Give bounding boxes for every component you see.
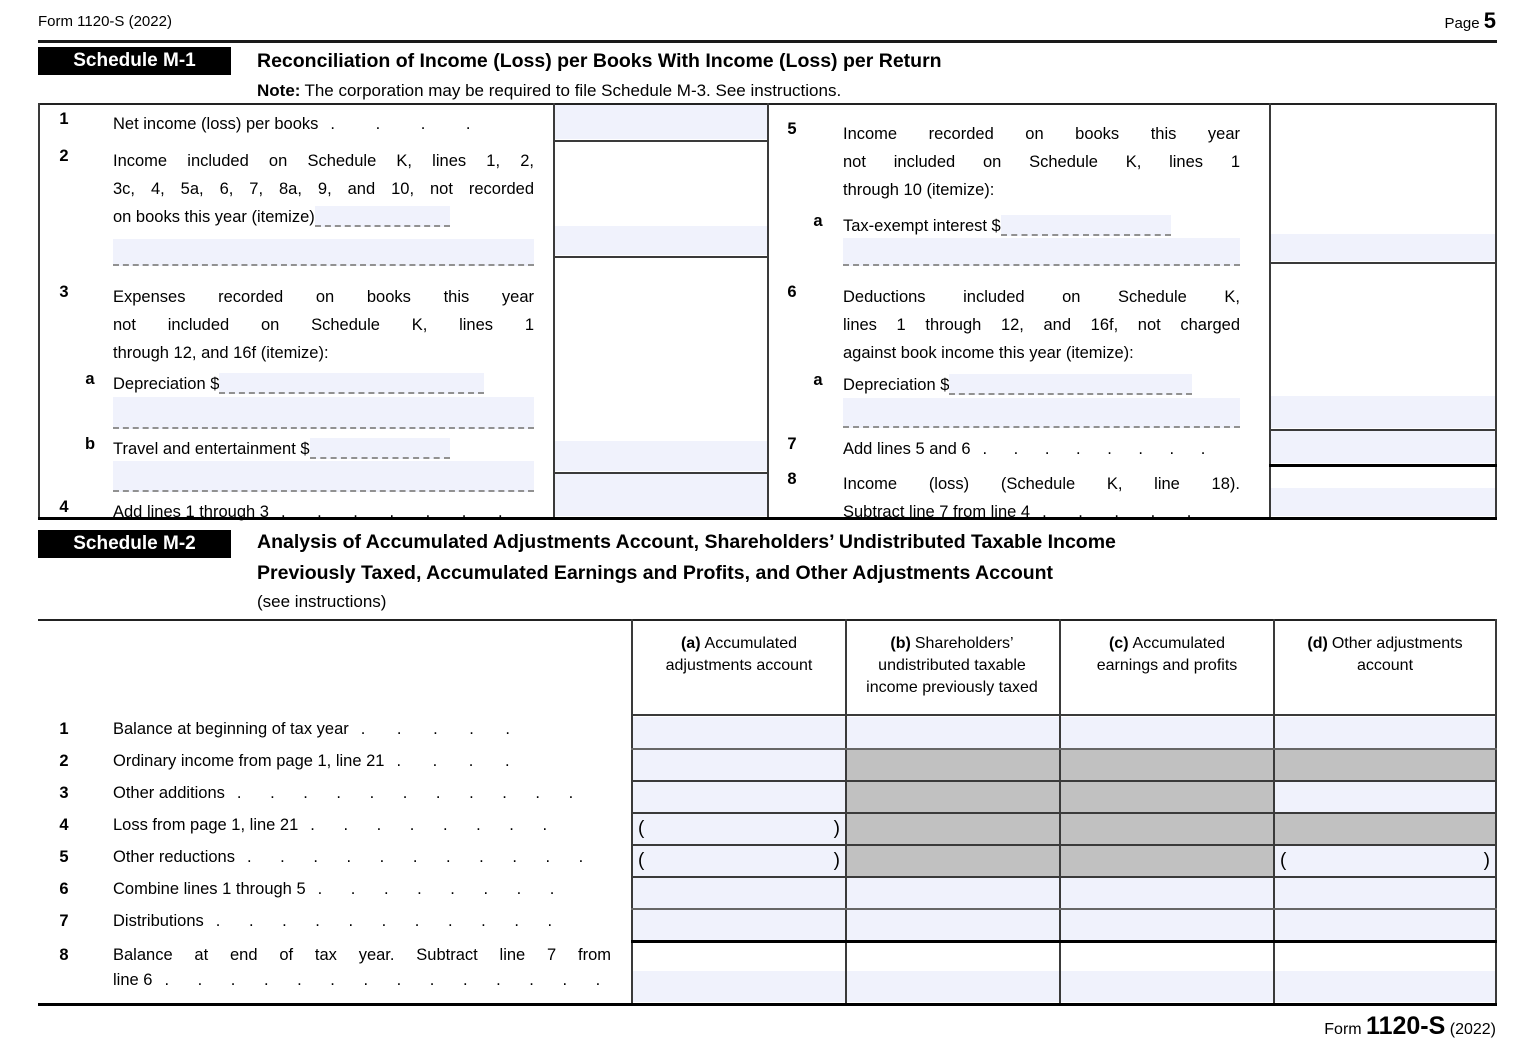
m2-row7-rule bbox=[631, 940, 1497, 943]
m2-cell-r2d bbox=[1275, 750, 1495, 780]
m1-line7-label: Add lines 5 and 6 . . . . . . . . bbox=[843, 440, 1206, 458]
dot-leader: . . . . bbox=[396, 752, 510, 770]
m1-line5-amount-field[interactable] bbox=[1271, 234, 1495, 261]
dot-leader: . . . . . . . . . . . bbox=[246, 848, 584, 866]
m2-row4-num: 4 bbox=[59, 816, 69, 834]
dot-leader: . . . . . . . . bbox=[982, 440, 1206, 458]
m2-header-rule bbox=[631, 714, 1497, 716]
m1-left-border bbox=[38, 103, 40, 519]
page-indicator bbox=[1445, 8, 1496, 34]
page-number: 5 bbox=[1483, 8, 1496, 33]
m1-line5-label: Income recorded on books this year not included on Schedule K, lines 1 through 10 (itemize): bbox=[843, 125, 1240, 199]
dot-leader: . . . . . bbox=[1042, 503, 1192, 521]
schedule-m1-title: Reconciliation of Income (Loss) per Books With Income (Loss) per Return bbox=[257, 50, 942, 72]
m2-cell-r7a[interactable] bbox=[633, 910, 845, 940]
m2-row3-label: Other additions . . . . . . . . . . . bbox=[113, 784, 574, 802]
schedule-m2-subtitle: (see instructions) bbox=[257, 592, 387, 611]
m2-top-rule bbox=[38, 619, 1497, 621]
m2-cell-r3b bbox=[847, 782, 1059, 812]
m2-cell-r8d[interactable] bbox=[1275, 971, 1495, 1002]
m2-row8-label: Balance at end of tax year. Subtract line 7 from line 6 . . . . . . . . . . . . . . bbox=[113, 946, 611, 989]
m2-row6-num: 6 bbox=[59, 880, 69, 898]
m1-line6a-label: Depreciation $ bbox=[843, 371, 1240, 399]
m2-cell-r7b[interactable] bbox=[847, 910, 1059, 940]
schedule-m2-title-line1: Analysis of Accumulated Adjustments Account, Shareholders’ Undistributed Taxable Income bbox=[257, 531, 1116, 553]
m2-row7-num: 7 bbox=[59, 912, 69, 930]
m1-line1-rule bbox=[553, 140, 769, 142]
m2-cell-r4b bbox=[847, 814, 1059, 844]
m2-cell-r6a[interactable] bbox=[633, 878, 845, 908]
m2-cell-r4a[interactable] bbox=[633, 814, 845, 844]
m1-line5a-label: Tax-exempt interest $ bbox=[843, 212, 1240, 240]
m1-line6-amount-field[interactable] bbox=[1271, 396, 1495, 428]
dot-leader: . . . . bbox=[330, 115, 471, 133]
m2-cell-r3d[interactable] bbox=[1275, 782, 1495, 812]
m1-line7-rule bbox=[1269, 464, 1497, 467]
m2-col-a-header: (a) Accumulated adjustments account bbox=[665, 635, 813, 674]
m2-bottom-rule bbox=[38, 1003, 1497, 1006]
m2-row8-num: 8 bbox=[59, 946, 69, 964]
header-rule bbox=[38, 40, 1497, 43]
m2-cell-r6b[interactable] bbox=[847, 878, 1059, 908]
schedule-m1-badge: Schedule M-1 bbox=[38, 47, 231, 75]
dot-leader: . . . . . . . . . . . . . . bbox=[164, 971, 601, 989]
m2-row3-num: 3 bbox=[59, 784, 69, 802]
m1-line3a-label: Depreciation $ bbox=[113, 370, 534, 398]
m1-line3a-depreciation-field[interactable] bbox=[219, 373, 484, 394]
m2-cell-r5d[interactable] bbox=[1275, 846, 1495, 876]
m1-line3b-label: Travel and entertainment $ bbox=[113, 435, 534, 463]
m1-line5-num: 5 bbox=[787, 120, 797, 138]
m2-row2-num: 2 bbox=[59, 752, 69, 770]
m2-cell-r2b bbox=[847, 750, 1059, 780]
paren-close: ) bbox=[1483, 850, 1490, 871]
m1-line2-label: Income included on Schedule K, lines 1, 2, 3c, 4, 5a, 6, 7, 8a, 9, and 10, not recorded on books this year (itemize) bbox=[113, 152, 534, 226]
m2-cell-r3a[interactable] bbox=[633, 782, 845, 812]
dot-leader: . . . . . . . bbox=[280, 503, 503, 521]
m1-line2-amount-field[interactable] bbox=[555, 226, 767, 255]
m2-row4-label: Loss from page 1, line 21 . . . . . . . . bbox=[113, 816, 548, 834]
m1-line8-amount-field[interactable] bbox=[1271, 488, 1495, 516]
m1-line7-num: 7 bbox=[787, 435, 797, 453]
m1-line5a-num: a bbox=[813, 212, 823, 230]
dot-leader: . . . . . . . . bbox=[310, 816, 548, 834]
m1-line5a-tax-exempt-field[interactable] bbox=[1001, 215, 1171, 236]
m1-line6-num: 6 bbox=[787, 283, 797, 301]
m2-cell-r8b[interactable] bbox=[847, 971, 1059, 1002]
paren-close: ) bbox=[833, 850, 840, 871]
m2-row2-label: Ordinary income from page 1, line 21 . . . . bbox=[113, 752, 510, 770]
schedule-m1-note bbox=[257, 81, 841, 101]
m2-cell-r4c bbox=[1061, 814, 1273, 844]
schedule-m2-badge: Schedule M-2 bbox=[38, 530, 231, 558]
m2-cell-r7c[interactable] bbox=[1061, 910, 1273, 940]
m1-line3b-travel-field[interactable] bbox=[310, 438, 450, 459]
paren-open: ( bbox=[1280, 850, 1287, 871]
m1-line6a-itemize-row[interactable] bbox=[843, 398, 1240, 428]
m2-cell-r2a[interactable] bbox=[633, 750, 845, 780]
m2-row5-num: 5 bbox=[59, 848, 69, 866]
paren-open: ( bbox=[638, 850, 645, 871]
note-label: Note: bbox=[257, 81, 301, 100]
m1-line4-num: 4 bbox=[59, 498, 69, 516]
m1-line1-label: Net income (loss) per books . . . . bbox=[113, 115, 471, 133]
m1-line8-label: Income (loss) (Schedule K, line 18). Subtract line 7 from line 4 . . . . . bbox=[843, 475, 1240, 521]
m2-cell-r6c[interactable] bbox=[1061, 878, 1273, 908]
footer-form-year: (2022) bbox=[1449, 1021, 1496, 1038]
schedule-m2-title-line2: Previously Taxed, Accumulated Earnings and Profits, and Other Adjustments Account bbox=[257, 562, 1054, 584]
m1-line1-num: 1 bbox=[59, 110, 69, 128]
footer-form-number: 1120-S bbox=[1366, 1012, 1446, 1040]
m2-cell-r5b bbox=[847, 846, 1059, 876]
m1-line5a-itemize-row[interactable] bbox=[843, 238, 1240, 266]
m1-line3-amount-field[interactable] bbox=[555, 441, 767, 471]
footer-form-label: Form bbox=[1324, 1021, 1362, 1038]
m2-cell-r1d[interactable] bbox=[1275, 717, 1495, 748]
m2-cell-r1c[interactable] bbox=[1061, 717, 1273, 748]
m1-line8-num: 8 bbox=[787, 470, 797, 488]
m2-cell-r8c[interactable] bbox=[1061, 971, 1273, 1002]
m1-line5-rule bbox=[1269, 262, 1497, 264]
m2-cell-r1b[interactable] bbox=[847, 717, 1059, 748]
form-id: Form 1120-S (2022) bbox=[38, 13, 172, 30]
m2-row5-label: Other reductions . . . . . . . . . . . bbox=[113, 848, 584, 866]
m1-line3a-itemize-row[interactable] bbox=[113, 397, 534, 429]
m1-line3b-num: b bbox=[84, 435, 96, 453]
m2-cell-r5a[interactable] bbox=[633, 846, 845, 876]
m2-row6-label: Combine lines 1 through 5 . . . . . . . . bbox=[113, 880, 555, 898]
m1-line4-label: Add lines 1 through 3 . . . . . . . bbox=[113, 503, 503, 521]
m1-line6a-depreciation-field[interactable] bbox=[949, 374, 1192, 395]
m2-col-b-header: (b) Shareholders’ undistributed taxable income previously taxed bbox=[866, 635, 1038, 696]
m1-line3-label: Expenses recorded on books this year not included on Schedule K, lines 1 through 12, and 16f (itemize): bbox=[113, 288, 534, 362]
paren-open: ( bbox=[638, 818, 645, 839]
m1-line2-num: 2 bbox=[59, 147, 69, 165]
m2-cell-r7d[interactable] bbox=[1275, 910, 1495, 940]
m2-cell-r6d[interactable] bbox=[1275, 878, 1495, 908]
dot-leader: . . . . . . . . . . . bbox=[215, 912, 553, 930]
m1-right-border bbox=[1495, 103, 1497, 519]
m1-center-divider bbox=[767, 103, 769, 519]
m1-line1-amount-field[interactable] bbox=[555, 105, 767, 139]
page-label: Page bbox=[1444, 15, 1480, 32]
m1-line2-itemize-row[interactable] bbox=[113, 239, 534, 266]
footer-form-id bbox=[1324, 1012, 1496, 1041]
m2-col-d-header: (d) Other adjustments account bbox=[1307, 635, 1463, 674]
dot-leader: . . . . . . . . . . . bbox=[236, 784, 574, 802]
m2-row7-label: Distributions . . . . . . . . . . . bbox=[113, 912, 553, 930]
m2-cell-r4d bbox=[1275, 814, 1495, 844]
m1-line3-num: 3 bbox=[59, 283, 69, 301]
m2-cell-r3c bbox=[1061, 782, 1273, 812]
m2-cell-r2c bbox=[1061, 750, 1273, 780]
m1-line2-rule bbox=[553, 256, 769, 258]
m1-line6a-num: a bbox=[813, 371, 823, 389]
m2-col-c-header: (c) Accumulated earnings and profits bbox=[1096, 635, 1238, 674]
m1-line6-label: Deductions included on Schedule K, lines 1 through 12, and 16f, not charged against book income this year (itemize): bbox=[843, 288, 1240, 362]
m1-line2-itemize-field[interactable] bbox=[315, 206, 450, 227]
m2-cell-r5c bbox=[1061, 846, 1273, 876]
dot-leader: . . . . . bbox=[360, 720, 511, 738]
paren-close: ) bbox=[833, 818, 840, 839]
m1-line3b-itemize-row[interactable] bbox=[113, 461, 534, 492]
dot-leader: . . . . . . . . bbox=[317, 880, 555, 898]
m1-line7-amount-field[interactable] bbox=[1271, 431, 1495, 463]
m2-row1-label: Balance at beginning of tax year . . . . . bbox=[113, 720, 511, 738]
m2-cell-r1a[interactable] bbox=[633, 717, 845, 748]
m2-cell-r8a[interactable] bbox=[633, 971, 845, 1002]
m2-row1-num: 1 bbox=[59, 720, 69, 738]
m1-line3a-num: a bbox=[85, 370, 95, 388]
note-text: The corporation may be required to file Schedule M-3. See instructions. bbox=[304, 81, 842, 100]
m1-line4-amount-field[interactable] bbox=[555, 474, 767, 516]
